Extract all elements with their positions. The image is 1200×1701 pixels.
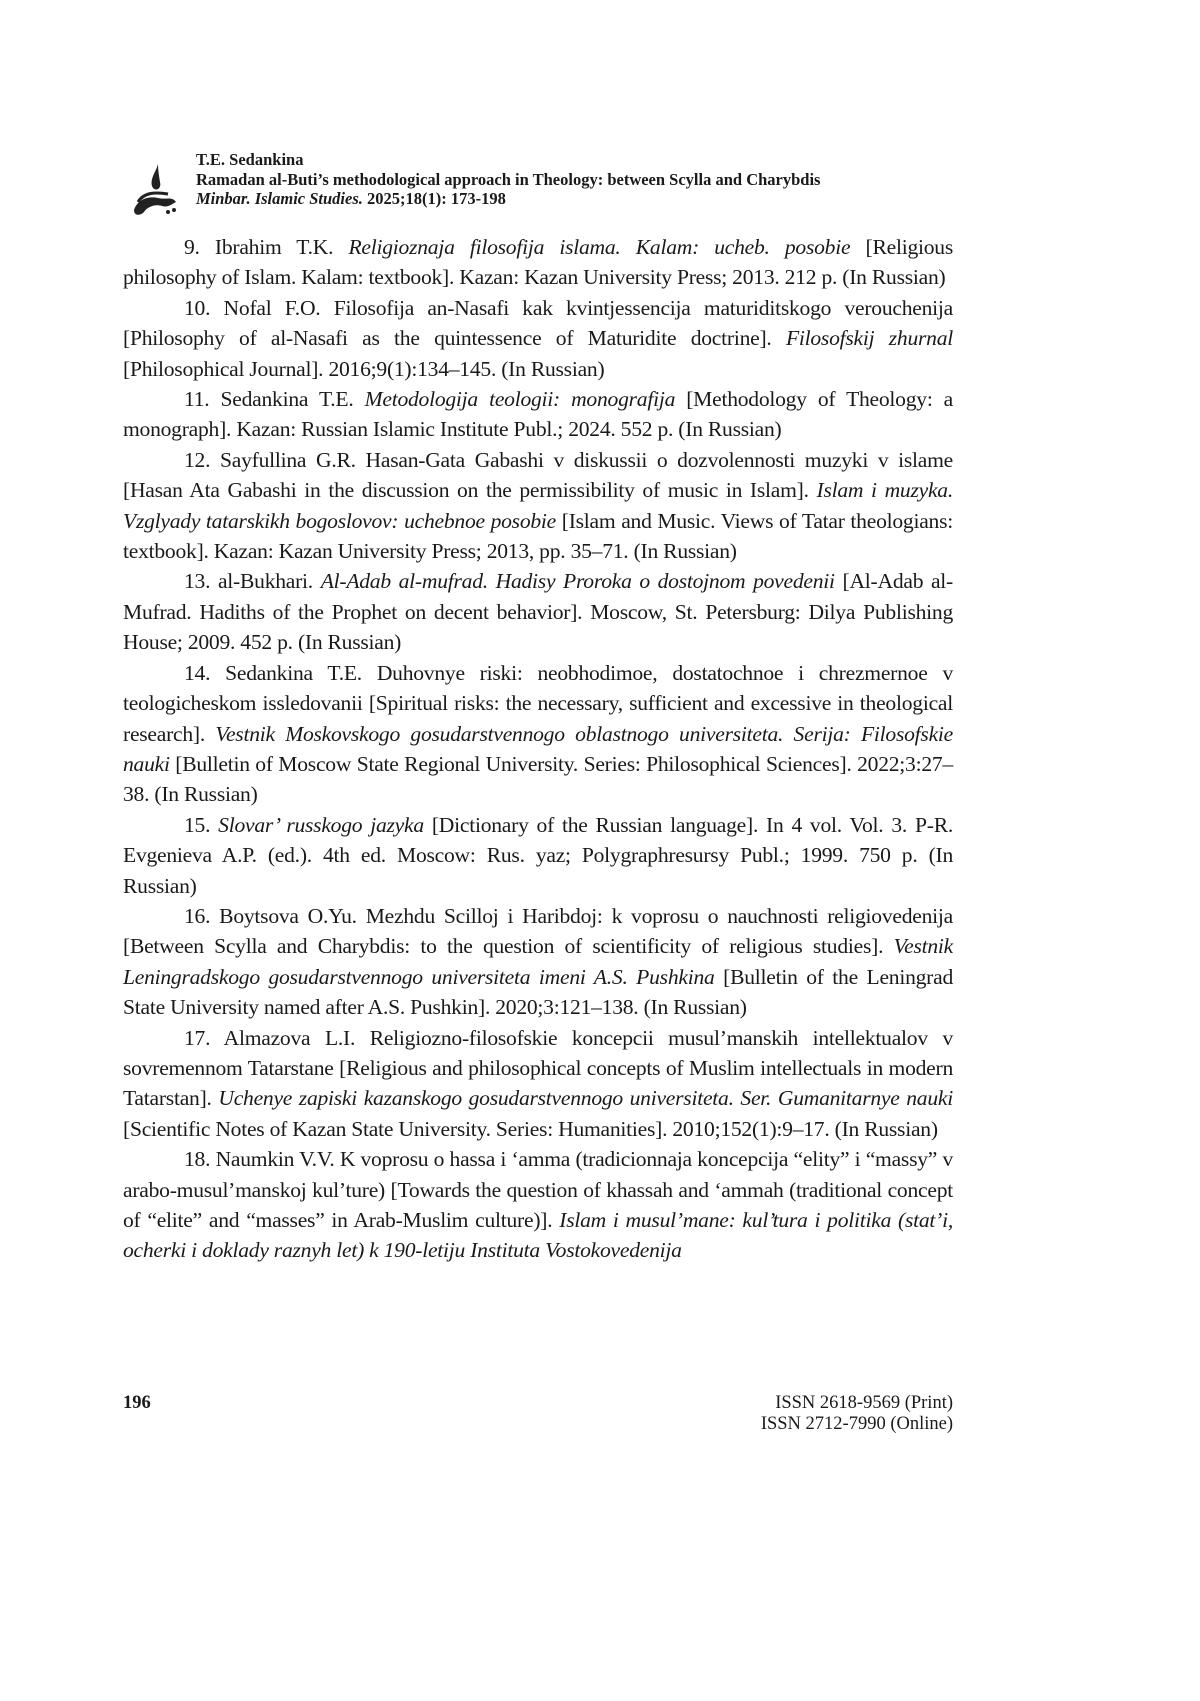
reference-text: 11. Sedankina T.E. [184,387,365,411]
reference-text: [Scientific Notes of Kazan State University. Series: Humanities]. 2010;152(1):9–17. (In Russian) [123,1117,938,1141]
reference-source-title: Uchenye zapiski kazanskogo gosudarstvennogo universiteta. Ser. Gumanitarnye nauki [218,1086,953,1110]
reference-item [123,445,953,567]
issn-print: ISSN 2618-9569 (Print) [761,1393,953,1414]
reference-text: 14. Sedankina T.E. Duhovnye riski: neobhodimoe, dostatochnoe i chrezmernoe v teologicheskom issledovanii [Spiritual risks: the necessary, sufficient and excessive in theological research]. [123,661,953,746]
reference-text: 17. Almazova L.I. Religiozno-filosofskie koncepcii musul’manskih intellektualov v sovremennom Tatarstane [Religious and philosophical concepts of Muslim intellectuals in modern Tatarstan]. [123,1026,953,1111]
reference-item [123,901,953,1023]
reference-item [123,232,953,293]
reference-text: 9. Ibrahim T.K. [184,235,348,259]
reference-source-title: Metodologija teologii: monografija [365,387,676,411]
reference-text: [Methodology of Theology: a monograph]. Kazan: Russian Islamic Institute Publ.; 2024. 552 p. (In Russian) [123,387,953,441]
reference-text: [Bulletin of the Leningrad State University named after A.S. Pushkin]. 2020;3:121–138. (In Russian) [123,965,953,1019]
reference-source-title: Vestnik Leningradskogo gosudarstvennogo universiteta imeni A.S. Pushkina [123,934,953,988]
journal-name: Minbar. Islamic Studies. [196,189,363,208]
reference-text: 16. Boytsova O.Yu. Mezhdu Scilloj i Haribdoj: k voprosu o nauchnosti religiovedenija [Between Scylla and Charybdis: to the question of scientificity of religious studies]. [123,904,953,958]
page-number: 196 [123,1393,151,1414]
reference-source-title: Vestnik Moskovskogo gosudarstvennogo oblastnogo universiteta. Serija: Filosofskie nauki [123,722,953,776]
reference-item [123,384,953,445]
reference-item [123,810,953,901]
reference-text: [Philosophical Journal]. 2016;9(1):134–145. (In Russian) [123,357,604,381]
issn-online: ISSN 2712-7990 (Online) [761,1414,953,1435]
header-citation [196,189,820,209]
reference-text: [Islam and Music. Views of Tatar theologians: textbook]. Kazan: Kazan University Press; 2013, pp. 35–71. (In Russian) [123,509,953,563]
reference-item [123,1144,953,1266]
reference-source-title: Slovar’ russkogo jazyka [218,813,424,837]
reference-item [123,293,953,384]
reference-item [123,566,953,657]
reference-text: 10. Nofal F.O. Filosofija an-Nasafi kak kvintjessencija maturiditskogo verouchenija [Philosophy of al-Nasafi as the quintessence of Maturidite doctrine]. [123,296,953,350]
reference-source-title: Religioznaja filosofija islama. Kalam: ucheb. posobie [348,235,850,259]
reference-item [123,658,953,810]
reference-text: [Religious philosophy of Islam. Kalam: textbook]. Kazan: Kazan University Press; 2013. 212 p. (In Russian) [123,235,953,289]
reference-source-title: Islam i muzyka. Vzglyady tatarskikh bogoslovov: uchebnoe posobie [123,478,953,532]
reference-text: 15. [184,813,218,837]
reference-text: [Dictionary of the Russian language]. In 4 vol. Vol. 3. P-R. Evgenieva A.P. (ed.). 4th ed. Moscow: Rus. yaz; Polygraphresursy Publ.; 1999. 750 p. (In Russian) [123,813,953,898]
issn-block [761,1393,953,1435]
reference-source-title: Islam i musul’mane: kul’tura i politika (stat’i, ocherki i doklady raznyh let) k 190-letiju Instituta Vostokovedenija [123,1208,953,1262]
header-author: T.E. Sedankina [196,150,820,170]
header-article-title: Ramadan al-Buti’s methodological approach in Theology: between Scylla and Charybdis [196,170,820,190]
reference-item [123,1023,953,1145]
reference-text: 18. Naumkin V.V. K voprosu o hassa i ‘amma (tradicionnaja koncepcija “elity” i “massy” v arabo-musul’manskoj kul’ture) [Towards the question of khassah and ‘ammah (traditional concept of “elite” and “masses” in Arab-Muslim culture)]. [123,1147,953,1232]
reference-text: [Al-Adab al-Mufrad. Hadiths of the Prophet on decent behavior]. Moscow, St. Petersburg: Dilya Publishing House; 2009. 452 p. (In Russian) [123,569,953,654]
reference-list [123,232,953,1266]
reference-source-title: Filosofskij zhurnal [786,326,953,350]
reference-text: 13. al-Bukhari. [184,569,321,593]
journal-logo-icon [128,162,180,218]
citation-details: 2025;18(1): 173-198 [363,189,506,208]
reference-text: [Bulletin of Moscow State Regional University. Series: Philosophical Sciences]. 2022;3:27–38. (In Russian) [123,752,953,806]
reference-text: 12. Sayfullina G.R. Hasan-Gata Gabashi v diskussii o dozvolennosti muzyki v islame [Hasan Ata Gabashi in the discussion on the permissibility of music in Islam]. [123,448,953,502]
reference-source-title: Al-Adab al-mufrad. Hadisy Proroka o dostojnom povedenii [321,569,835,593]
